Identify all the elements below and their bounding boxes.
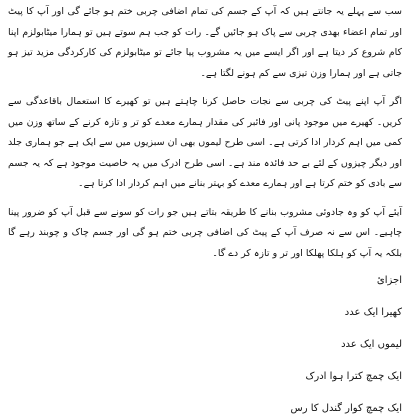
ingredient-item: لیموں ایک عدد — [341, 339, 402, 350]
benefits-paragraph: اگر آپ اپنے پیٹ کی چربی سے نجات حاصل کرنا چاہتے ہیں تو کھیرے کا استعمال باقاعدگی سے کریں۔ کھیرے میں موجود پانی اور فائبر کی مقدار ہمارے معدے کو تر و تازہ کرنے کے ساتھ وزن میں کمی میں اہم کردار ادا کرتی ہے۔ اسی طرح لیموں بھی ان سبزیوں میں سے ایک ہے جو ہماری جلد اور دیگر چیزوں کے لئے بے حد فائدہ مند ہے۔ اسی طرح ادرک میں یہ خاصیت موجود ہے کہ یہ جسم سے بادی کو ختم کرتا ہے اور ہمارے معدے کو بہتر بنانے میں اہم کردار ادا کرتا ہے۔ — [8, 96, 402, 189]
ingredient-item: کھیرا ایک عدد — [344, 307, 402, 318]
ingredient-item: ایک چمچ کوار گندل کا رس — [290, 403, 402, 414]
intro-paragraph: سب سے پہلے یہ جانتے ہیں کہ آپ کے جسم کی تمام اضافی چربی ختم ہو جائے گی اور آپ کا پیٹ اور تمام اعضاء بھدی چربی سے پاک ہو جائیں گے۔ رات کو جب ہم سوتے ہیں تو ہمارا میٹابولزم اپنا کام شروع کر دیتا ہے اور اگر ایسے میں یہ مشروب پیا جائے تو میٹابولزم کی کارکردگی مزید تیز ہو جاتی ہے اور ہمارا وزن تیزی سے کم ہونے لگتا ہے۔ — [8, 6, 402, 79]
method-paragraph: آیئے آپ کو وہ جادوئی مشروب بنانے کا طریقہ بتاتے ہیں جو رات کو سونے سے قبل آپ کو ضرور پینا چاہیے۔ اس سے نہ صرف آپ کے پیٹ کی اضافی چربی ختم ہو گی اور جسم چاک و چوبند رہے گا بلکہ یہ آپ کو ہلکا پھلکا اور تر و تازہ کر دے گا۔ — [8, 206, 402, 259]
ingredient-item: ایک چمچ کترا ہوا ادرک — [305, 371, 402, 382]
ingredients-heading: اجزائ — [376, 275, 402, 286]
ingredients-section — [8, 272, 402, 418]
